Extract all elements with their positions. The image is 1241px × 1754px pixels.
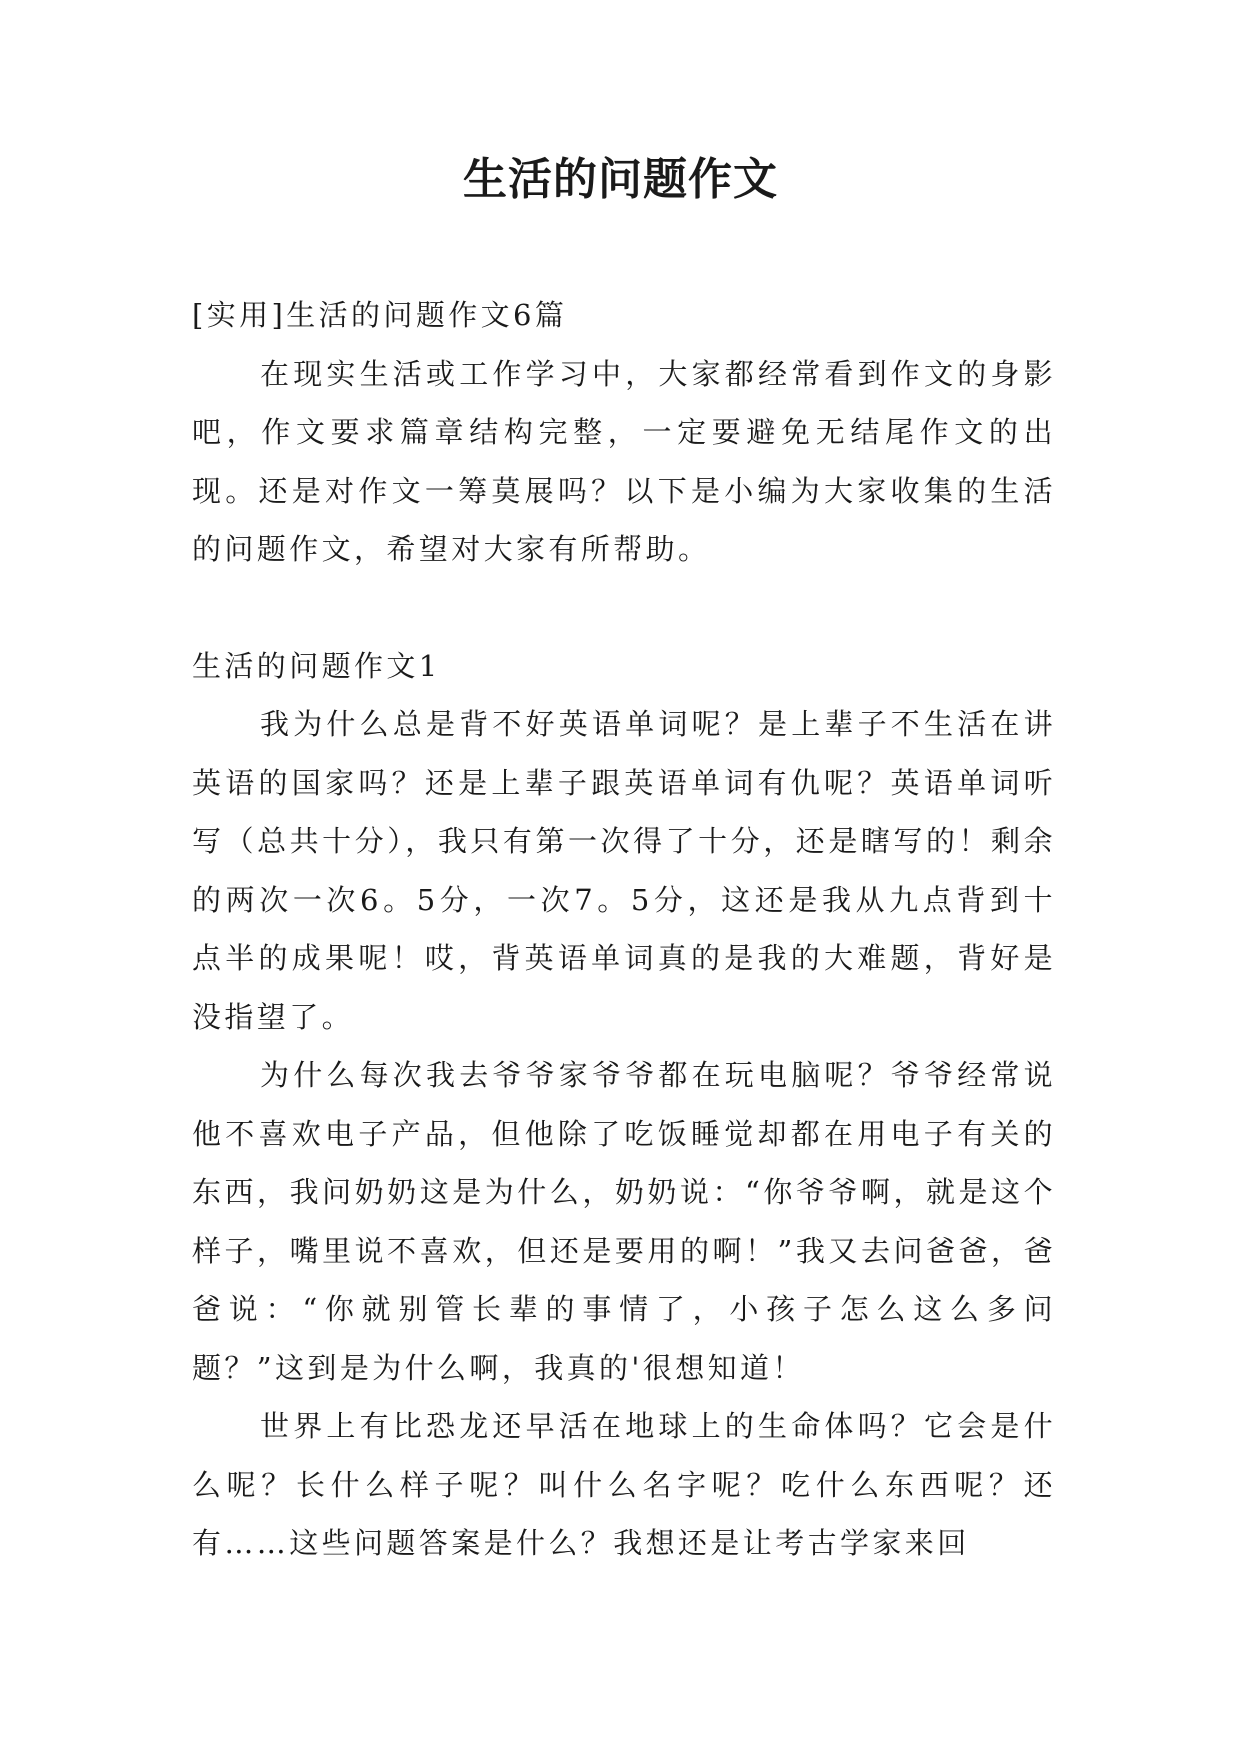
document-body bbox=[192, 286, 1056, 1573]
intro-paragraph: 在现实生活或工作学习中，大家都经常看到作文的身影吧，作文要求篇章结构完整，一定要避免无结尾作文的出现。还是对作文一筹莫展吗？以下是小编为大家收集的生活的问题作文，希望对大家有所帮助。 bbox=[192, 356, 1056, 566]
document-title: 生活的问题作文 bbox=[463, 154, 778, 205]
body-paragraph: 我为什么总是背不好英语单词呢？是上辈子不生活在讲英语的国家吗？还是上辈子跟英语单词有仇呢？英语单词听写（总共十分），我只有第一次得了十分，还是瞎写的！剩余的两次一次6。5分，一次7。5分，这还是我从九点背到十点半的成果呢！哎，背英语单词真的是我的大难题，背好是没指望了。 bbox=[192, 707, 1056, 1034]
body-paragraph: 为什么每次我去爷爷家爷爷都在玩电脑呢？爷爷经常说他不喜欢电子产品，但他除了吃饭睡觉却都在用电子有关的东西，我问奶奶这是为什么，奶奶说：“你爷爷啊，就是这个样子，嘴里说不喜欢，但还是要用的啊！”我又去问爸爸，爸爸说：“你就别管长辈的事情了，小孩子怎么这么多问题？”这到是为什么啊，我真的'很想知道！ bbox=[192, 1058, 1056, 1385]
document-subtitle: [实用]生活的问题作文6篇 bbox=[192, 298, 568, 332]
body-paragraph: 世界上有比恐龙还早活在地球上的生命体吗？它会是什么呢？长什么样子呢？叫什么名字呢？吃什么东西呢？还有……这些问题答案是什么？我想还是让考古学家来回 bbox=[192, 1409, 1056, 1560]
section-heading: 生活的问题作文1 bbox=[192, 648, 441, 683]
